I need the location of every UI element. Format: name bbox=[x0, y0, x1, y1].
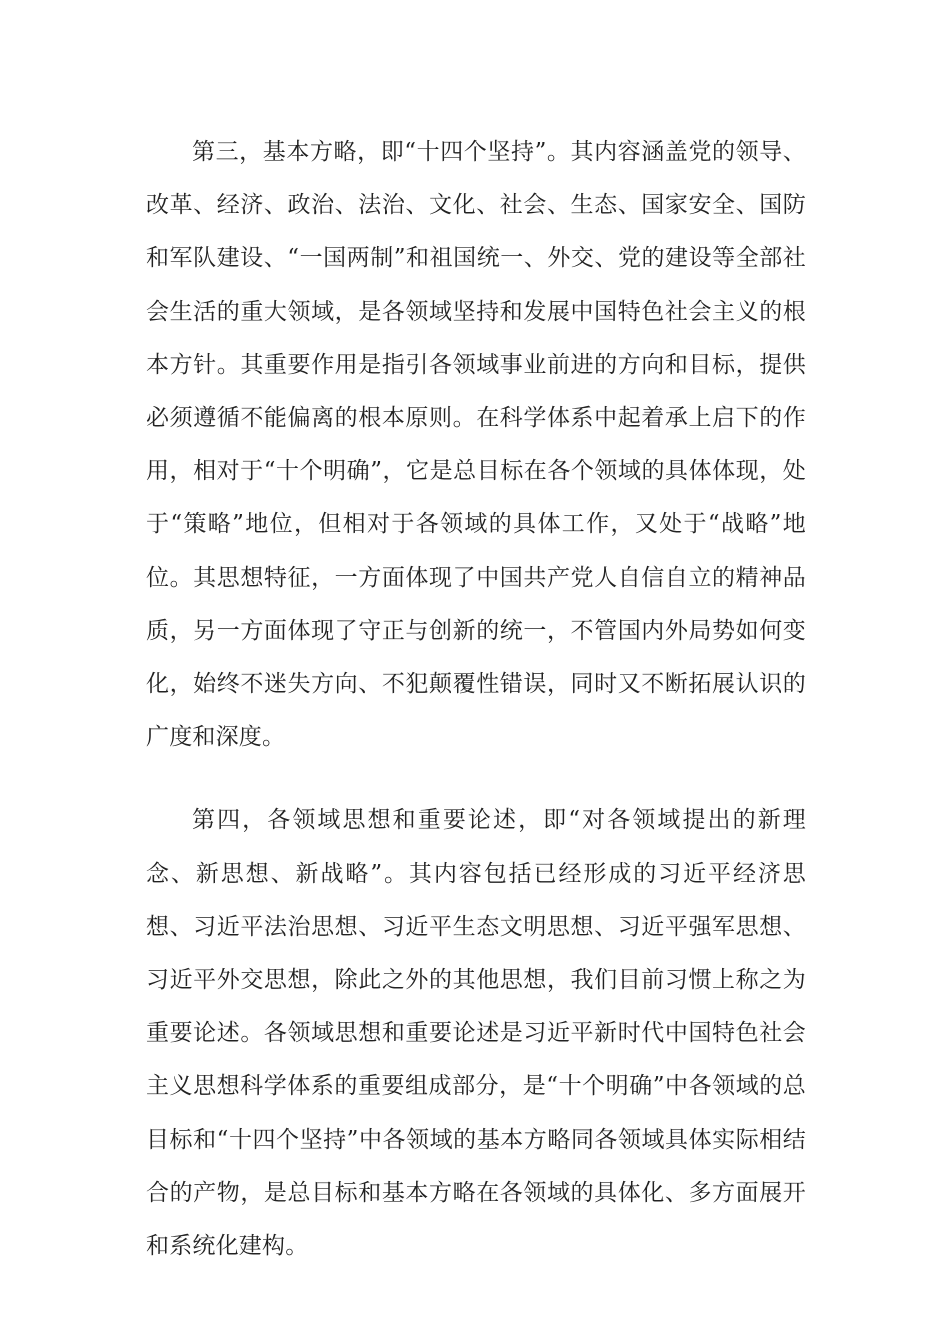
paragraph-field-thoughts: 第四，各领域思想和重要论述，即“对各领域提出的新理念、新思想、新战略”。其内容包括已经形成的习近平经济思想、习近平法治思想、习近平生态文明思想、习近平强军思想、习近平外交思想，除此之外的其他思想，我们目前习惯上称之为重要论述。各领域思想和重要论述是习近平新时代中国特色社会主义思想科学体系的重要组成部分，是“十个明确”中各领域的总目标和“十四个坚持”中各领域的基本方略同各领域具体实际相结合的产物，是总目标和基本方略在各领域的具体化、多方面展开和系统化建构。 bbox=[146, 807, 806, 1260]
document-body bbox=[146, 126, 806, 1273]
paragraph-basic-strategy: 第三，基本方略，即“十四个坚持”。其内容涵盖党的领导、改革、经济、政治、法治、文化、社会、生态、国家安全、国防和军队建设、“一国两制”和祖国统一、外交、党的建设等全部社会生活的重大领域，是各领域坚持和发展中国特色社会主义的根本方针。其重要作用是指引各领域事业前进的方向和目标，提供必须遵循不能偏离的根本原则。在科学体系中起着承上启下的作用，相对于“十个明确”，它是总目标在各个领域的具体体现，处于“策略”地位，但相对于各领域的具体工作，又处于“战略”地位。其思想特征，一方面体现了中国共产党人自信自立的精神品质，另一方面体现了守正与创新的统一，不管国内外局势如何变化，始终不迷失方向、不犯颠覆性错误，同时又不断拓展认识的广度和深度。 bbox=[146, 139, 806, 751]
